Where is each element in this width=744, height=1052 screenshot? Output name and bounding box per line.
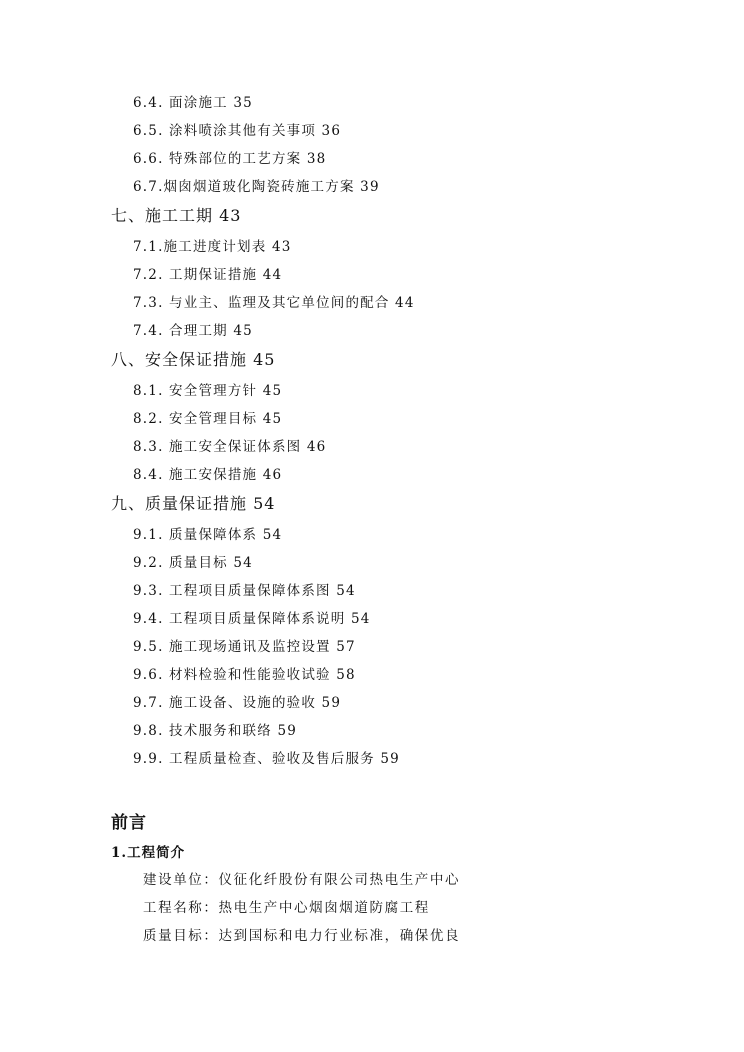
preface-heading: 前言 [111,813,147,833]
toc-entry-9-8[interactable]: 9.8. 技术服务和联络 59 [133,723,298,739]
toc-entry-6-6[interactable]: 6.6. 特殊部位的工艺方案 38 [133,151,327,167]
toc-entry-8-1[interactable]: 8.1. 安全管理方针 45 [133,383,283,399]
toc-entry-6-7[interactable]: 6.7.烟囱烟道玻化陶瓷砖施工方案 39 [133,179,380,195]
toc-entry-7-1[interactable]: 7.1.施工进度计划表 43 [133,239,292,255]
toc-entry-9-6[interactable]: 9.6. 材料检验和性能验收试验 58 [133,667,356,683]
toc-entry-9-4[interactable]: 9.4. 工程项目质量保障体系说明 54 [133,611,371,627]
info-line-quality-target: 质量目标：达到国标和电力行业标准，确保优良 [143,928,461,944]
toc-entry-9-3[interactable]: 9.3. 工程项目质量保障体系图 54 [133,583,356,599]
toc-entry-9-5[interactable]: 9.5. 施工现场通讯及监控设置 57 [133,639,356,655]
toc-entry-6-5[interactable]: 6.5. 涂料喷涂其他有关事项 36 [133,123,342,139]
toc-entry-8-3[interactable]: 8.3. 施工安全保证体系图 46 [133,439,327,455]
toc-entry-9-9[interactable]: 9.9. 工程质量检查、验收及售后服务 59 [133,751,400,767]
info-line-project-name: 工程名称：热电生产中心烟囱烟道防腐工程 [143,900,430,916]
toc-chapter-7[interactable]: 七、施工工期 43 [111,206,242,225]
toc-entry-6-4[interactable]: 6.4. 面涂施工 35 [133,95,253,111]
toc-entry-9-1[interactable]: 9.1. 质量保障体系 54 [133,527,283,543]
toc-entry-7-3[interactable]: 7.3. 与业主、监理及其它单位间的配合 44 [133,295,415,311]
toc-entry-7-4[interactable]: 7.4. 合理工期 45 [133,323,253,339]
project-intro-subheading: 1.工程简介 [111,845,186,861]
toc-entry-9-7[interactable]: 9.7. 施工设备、设施的验收 59 [133,695,342,711]
toc-entry-8-2[interactable]: 8.2. 安全管理目标 45 [133,411,283,427]
info-line-client: 建设单位：仪征化纤股份有限公司热电生产中心 [143,872,461,888]
toc-chapter-9[interactable]: 九、质量保证措施 54 [111,494,276,513]
toc-entry-8-4[interactable]: 8.4. 施工安保措施 46 [133,467,283,483]
toc-entry-9-2[interactable]: 9.2. 质量目标 54 [133,555,253,571]
toc-entry-7-2[interactable]: 7.2. 工期保证措施 44 [133,267,283,283]
toc-chapter-8[interactable]: 八、安全保证措施 45 [111,350,276,369]
